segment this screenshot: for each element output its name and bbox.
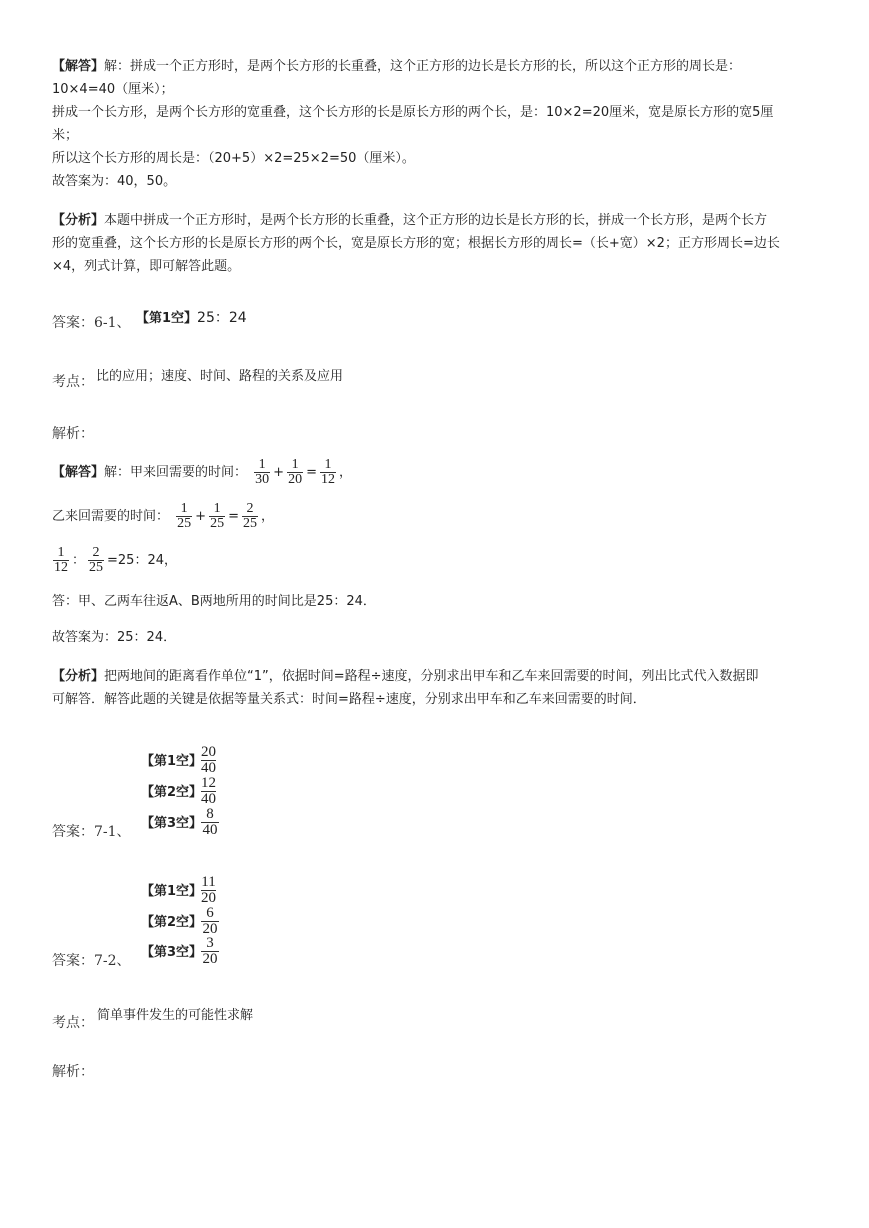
fraction: $\frac{8}{40}$ bbox=[202, 806, 218, 838]
analysis-line: 可解答．解答此题的关键是依据等量关系式：时间=路程÷速度，分别求出甲车和乙车来回需要的时间． bbox=[52, 692, 646, 707]
fraction: $\frac{1}{12}$ bbox=[320, 457, 335, 487]
analysis-line: ×4，列式计算，即可解答此题。 bbox=[52, 259, 241, 274]
fraction: $\frac{1}{25}$ bbox=[177, 501, 192, 531]
blank-tag: 【第3空】 bbox=[141, 816, 203, 831]
fraction: $\frac{3}{20}$ bbox=[202, 935, 218, 967]
fraction: $\frac{2}{25}$ bbox=[242, 501, 257, 531]
solution-line: 【解答】解：拼成一个正方形时，是两个长方形的长重叠，这个正方形的边长是长方形的长，所以这个正方形的周长是： bbox=[52, 59, 742, 74]
blank-tag: 【第2空】 bbox=[141, 785, 203, 800]
fraction: $\frac{20}{40}$ bbox=[201, 744, 216, 776]
analysis-line: 形的宽重叠，这个长方形的长是原长方形的两个长，宽是原长方形的宽；根据长方形的周长=（长+宽）×2；正方形周长=边长 bbox=[52, 236, 780, 251]
answer-label: 答案：7-2、 bbox=[52, 953, 131, 969]
analysis-line: 【分析】本题中拼成一个正方形时，是两个长方形的长重叠，这个正方形的边长是长方形的长，拼成一个长方形，是两个长方 bbox=[52, 213, 768, 228]
analysis-tag: 【分析】 bbox=[52, 669, 105, 684]
blank-tag: 【第1空】 bbox=[141, 754, 203, 769]
answer-blank bbox=[136, 307, 247, 327]
solution-line: 米； bbox=[52, 128, 79, 143]
fraction: $\frac{12}{40}$ bbox=[201, 775, 216, 807]
answer-label: 答案：7-1、 bbox=[52, 824, 131, 840]
solution-line: 答：甲、乙两车往返A、B两地所用的时间比是25：24． bbox=[52, 594, 376, 609]
fraction: $\frac{1}{25}$ bbox=[210, 501, 225, 531]
answer-label: 答案：6-1、 bbox=[52, 315, 131, 331]
topic-text: 比的应用；速度、时间、路程的关系及应用 bbox=[96, 369, 344, 384]
solution-line: $\frac{1}{12}$ ： $\frac{2}{25}$ =25：24， bbox=[54, 545, 177, 575]
blank-tag: 【第2空】 bbox=[141, 915, 203, 930]
fraction: $\frac{1}{30}$ bbox=[255, 457, 270, 487]
analysis-label: 解析： bbox=[52, 1064, 94, 1080]
topic-label: 考点： bbox=[52, 374, 94, 390]
fraction: $\frac{11}{20}$ bbox=[201, 874, 216, 906]
solution-line: 故答案为：40，50。 bbox=[52, 174, 177, 189]
fraction: $\frac{2}{25}$ bbox=[89, 545, 104, 575]
fraction: $\frac{6}{20}$ bbox=[202, 905, 218, 937]
topic-text: 简单事件发生的可能性求解 bbox=[97, 1008, 254, 1023]
solution-line: 10×4=40（厘米）； bbox=[52, 82, 174, 97]
solution-line: 【解答】解：甲来回需要的时间： $\frac{1}{30}$ + $\frac{1}{20}$ = $\frac{1}{12}$ ， bbox=[52, 457, 352, 487]
analysis-label: 解析： bbox=[52, 426, 94, 442]
blank-tag: 【第3空】 bbox=[141, 945, 203, 960]
blank-tag: 【第1空】 bbox=[136, 311, 198, 326]
blank-tag: 【第1空】 bbox=[141, 884, 203, 899]
blank-value: 25：24 bbox=[197, 310, 247, 326]
solution-line: 故答案为：25：24． bbox=[52, 630, 177, 645]
analysis-tag: 【分析】 bbox=[52, 213, 105, 228]
fraction: $\frac{1}{12}$ bbox=[54, 545, 68, 575]
topic-label: 考点： bbox=[52, 1015, 94, 1031]
analysis-line: 【分析】把两地间的距离看作单位“1”，依据时间=路程÷速度，分别求出甲车和乙车来回需要的时间，列出比式代入数据即 bbox=[52, 669, 759, 684]
solution-line: 乙来回需要的时间： $\frac{1}{25}$ + $\frac{1}{25}$ = $\frac{2}{25}$ ， bbox=[52, 501, 274, 531]
solution-tag: 【解答】 bbox=[52, 465, 105, 480]
fraction: $\frac{1}{20}$ bbox=[288, 457, 303, 487]
solution-tag: 【解答】 bbox=[52, 59, 105, 74]
solution-line: 拼成一个长方形，是两个长方形的宽重叠，这个长方形的长是原长方形的两个长，是：10×2=20厘米，宽是原长方形的宽5厘 bbox=[52, 105, 774, 120]
solution-line: 所以这个长方形的周长是：（20+5）×2=25×2=50（厘米）。 bbox=[52, 151, 415, 166]
